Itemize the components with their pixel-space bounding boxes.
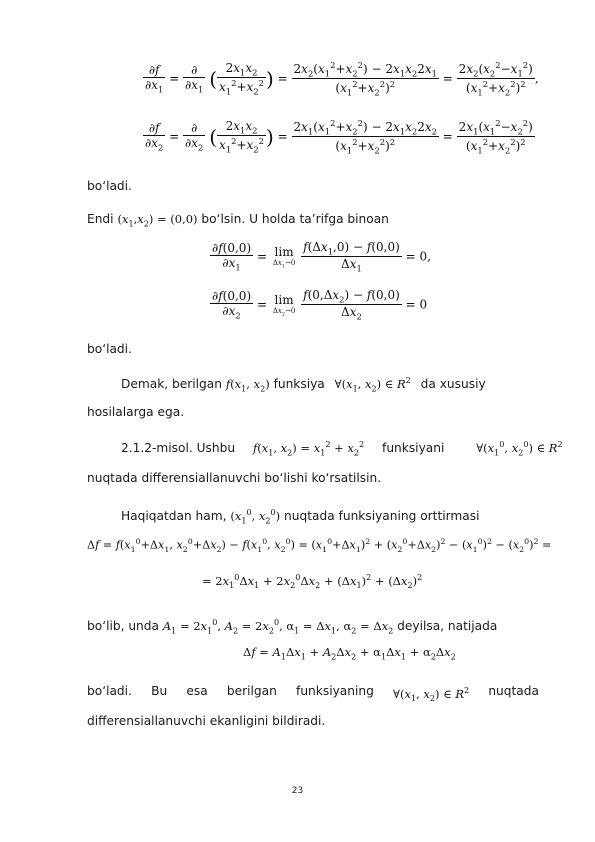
formula-point0: ($x_1^0$, $x_2^0$) (230, 508, 281, 526)
formula-f-x1-x2: $f(x_1$, $x_2$) (225, 376, 270, 394)
formula-delta-f: $\Delta f = f(x_1^0+\Delta x_1$, $x_2^0+\Delta x_2) - f(x_1^0$, $x_2^0) = (x_1^0+\Delta x_1)^2 + (x_2^0+\Delta x_2)^2 - (x_1^0)^2 - (x_2^0)^2$ = (87, 537, 552, 554)
text-last-w3: esa (186, 684, 208, 698)
formula-df-dx1: $\frac{\partial f}{\partial x_1}$ = $\frac{\partial}{\partial x_1}$ ( $\frac{2x_1x_2}{x_1^2+x_2^2}$ ) = $\frac{2x_2(x_1^2+x_2^2) - 2x_1x_22x_1}{(x_1^2+x_2^2)^2}$ = $\frac{2x_2(x_2^2-x_1^2)}{(x_1^2+x_2^2)^2}$ , (145, 60, 539, 98)
text-demak-c: da xususiy (420, 376, 486, 391)
text-endi-line (87, 211, 389, 232)
text-boladi-2: bo‘ladi. (87, 342, 132, 356)
text-last-line (87, 683, 539, 707)
formula-limit-1: $\frac{\partial f(0,0)}{\partial x_1}$ = lim $\Delta x_1\to 0$ $\frac{f(\Delta x_1,0) - f(0,0)}{\Delta x_1}$ = 0, (212, 240, 431, 274)
text-misol-line (121, 437, 563, 461)
text-misol-line2: nuqtada differensiallanuvchi bo‘lishi ko‘rsatilsin. (87, 471, 382, 485)
formula-point-zero: $(x_1,x_2) = (0,0)$ (117, 212, 198, 229)
text-last-w5: funksiyaning (296, 684, 374, 698)
text-last-line2: differensiallanuvchi ekanligini bildiradi. (87, 714, 326, 728)
text-bolib: bo‘lib, unda (87, 618, 159, 633)
formula-forall-r2: $\forall(x_1$, $x_2$) ∈ $R^2$ (334, 376, 411, 394)
formula-coeffs: $A_1 = 2x_1^0$, $A_2 = 2x_2^0$, $\alpha_1 = \Delta x_1$, $\alpha_2 = \Delta x_2$ (162, 618, 394, 636)
text-bolib-line (87, 615, 497, 639)
formula-df-dx2: $\frac{\partial f}{\partial x_2}$ = $\frac{\partial}{\partial x_2}$ ( $\frac{2x_1x_2}{x_1^2+x_2^2}$ ) = $\frac{2x_1(x_1^2+x_2^2) - 2x_1x_22x_2}{(x_1^2+x_2^2)^2}$ = $\frac{2x_1(x_1^2-x_2^2)}{(x_1^2+x_2^2)^2}$ (145, 118, 533, 156)
text-demak-line2: hosilalarga ega. (87, 405, 185, 419)
text-last-w4: berilgan (226, 684, 277, 698)
formula-forall-r2-b: $\forall(x_1$, $x_2$) ∈ $R^2$ (393, 686, 470, 704)
text-last-w6: nuqtada (488, 684, 539, 698)
formula-limit-2: $\frac{\partial f(0,0)}{\partial x_2}$ = lim $\Delta x_2\to 0$ $\frac{f(0,\Delta x_2) - f(0,0)}{\Delta x_2}$ = 0 (212, 288, 428, 322)
text-haqiqatdan-line (121, 505, 480, 529)
text-haqiqatdan-a: Haqiqatdan ham, (121, 508, 227, 523)
text-boladi-1: bo‘ladi. (87, 179, 132, 193)
text-endi-rest: bo‘lsin. U holda ta’rifga binoan (201, 212, 389, 226)
text-deyilsa: deyilsa, natijada (397, 618, 498, 633)
text-last-w1: bo‘ladi. (87, 684, 132, 698)
text-demak-line (121, 373, 486, 397)
text-haqiqatdan-b: nuqtada funksiyaning orttirmasi (284, 508, 480, 523)
formula-delta-f-2: = $2x_1^0\Delta x_1 + 2x_2^0\Delta x_2 + (\Delta x_1)^2 + (\Delta x_2)^2$ (202, 573, 423, 591)
formula-result: $\Delta f = A_1\Delta x_1 + A_2\Delta x_2 + \alpha_1\Delta x_1 + \alpha_2\Delta x_2$ (243, 645, 456, 662)
formula-example-func: $f(x_1$, $x_2) = x_1^2 + x_2^2$ (252, 440, 365, 458)
text-demak-b: funksiya (273, 376, 325, 391)
text-last-w2: Bu (151, 684, 168, 698)
page-number: 23 (291, 786, 304, 796)
text-misol-a: 2.1.2-misol. Ushbu (121, 440, 236, 455)
text-endi: Endi (87, 212, 114, 226)
text-misol-b: funksiyani (382, 440, 445, 455)
formula-forall-point: $\forall(x_1^0$, $x_2^0$) ∈ $R^2$ (476, 440, 563, 458)
text-demak-a: Demak, berilgan (121, 376, 222, 391)
